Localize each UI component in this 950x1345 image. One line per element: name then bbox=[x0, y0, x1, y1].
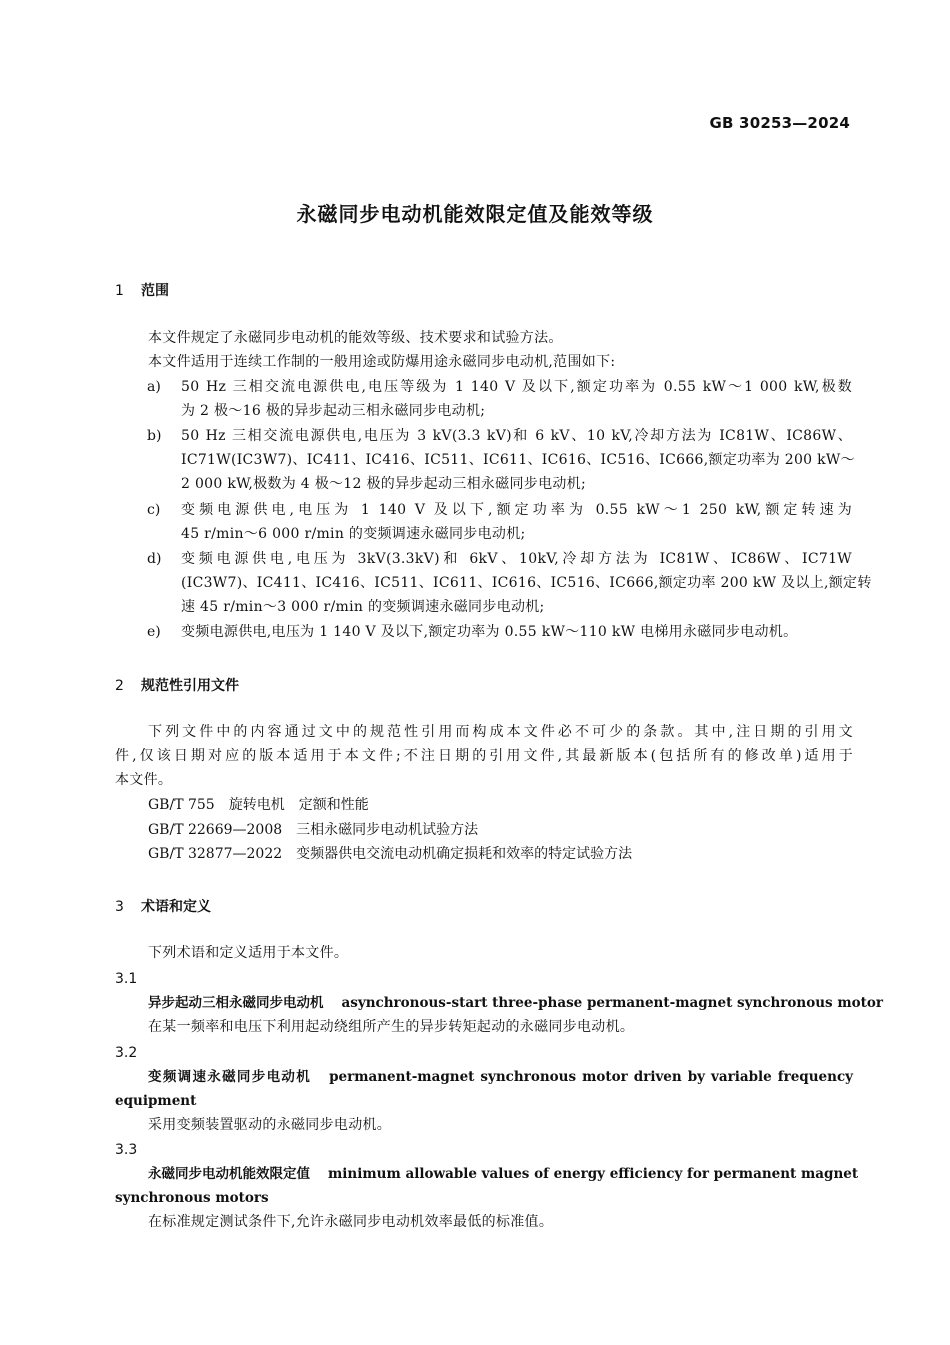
section-number: 3 bbox=[115, 899, 124, 915]
document-title: 永磁同步电动机能效限定值及能效等级 bbox=[296, 202, 654, 226]
section-title: 规范性引用文件 bbox=[141, 678, 239, 694]
section-1-heading bbox=[115, 280, 169, 300]
section-number: 1 bbox=[115, 283, 124, 299]
term-english-continued: synchronous motors bbox=[115, 1190, 269, 1206]
section-title: 范围 bbox=[141, 283, 169, 299]
list-marker: a) bbox=[147, 379, 161, 395]
term-chinese: 异步起动三相永磁同步电动机 bbox=[148, 995, 324, 1011]
term-english: permanent-magnet synchronous motor driven by variable frequency bbox=[329, 1069, 854, 1085]
reference-item bbox=[148, 820, 478, 840]
list-item-line: 45 r/min～6 000 r/min 的变频调速永磁同步电动机; bbox=[181, 526, 526, 542]
list-item-line: 变频电源供电,电压为 1 140 V 及以下,额定功率为 0.55 kW～1 250 kW,额定转速为 bbox=[181, 502, 852, 518]
section-title: 术语和定义 bbox=[141, 899, 211, 915]
list-item-line: 50 Hz 三相交流电源供电,电压为 3 kV(3.3 kV)和 6 kV、10 kV,冷却方法为 IC81W、IC86W、 bbox=[181, 428, 852, 444]
clause-number: 3.1 bbox=[115, 971, 138, 987]
list-item-line: 速 45 r/min～3 000 r/min 的变频调速永磁同步电动机; bbox=[181, 599, 545, 615]
list-marker: b) bbox=[147, 428, 162, 444]
paragraph: 本文件规定了永磁同步电动机的能效等级、技术要求和试验方法。 bbox=[148, 330, 563, 346]
paragraph-line: 下列文件中的内容通过文中的规范性引用而构成本文件必不可少的条款。其中,注日期的引用文 bbox=[148, 724, 853, 740]
reference-item bbox=[148, 795, 369, 815]
section-number: 2 bbox=[115, 678, 124, 694]
list-item-line: 为 2 极～16 极的异步起动三相永磁同步电动机; bbox=[181, 403, 486, 419]
reference-title: 三相永磁同步电动机试验方法 bbox=[296, 822, 479, 838]
list-item-line: 变频电源供电,电压为 3kV(3.3kV)和 6kV、10kV,冷却方法为 IC81W、IC86W、IC71W bbox=[181, 551, 852, 567]
paragraph-line: 本文件。 bbox=[115, 772, 173, 788]
reference-item bbox=[148, 844, 632, 864]
term-definition: 在某一频率和电压下利用起动绕组所产生的异步转矩起动的永磁同步电动机。 bbox=[148, 1019, 635, 1035]
reference-code: GB/T 755 bbox=[148, 797, 215, 813]
term-entry-continued bbox=[115, 1091, 820, 1111]
clause-number: 3.2 bbox=[115, 1045, 138, 1061]
list-item-line: (IC3W7)、IC411、IC416、IC511、IC611、IC616、IC516、IC666,额定功率 200 kW 及以上,额定转 bbox=[181, 575, 872, 591]
reference-title: 变频器供电交流电动机确定损耗和效率的特定试验方法 bbox=[296, 846, 633, 862]
section-2-heading bbox=[115, 675, 239, 695]
list-marker: d) bbox=[147, 551, 162, 567]
list-marker: e) bbox=[147, 624, 161, 640]
term-chinese: 变频调速永磁同步电动机 bbox=[148, 1069, 312, 1085]
list-item-line: 2 000 kW,极数为 4 极～12 极的异步起动三相永磁同步电动机; bbox=[181, 476, 586, 492]
section-3-heading bbox=[115, 896, 211, 916]
term-english: minimum allowable values of energy efficiency for permanent magnet bbox=[328, 1166, 859, 1182]
list-item-line: 变频电源供电,电压为 1 140 V 及以下,额定功率为 0.55 kW～110 kW 电梯用永磁同步电动机。 bbox=[181, 624, 798, 640]
term-entry bbox=[148, 1164, 859, 1184]
reference-code: GB/T 32877—2022 bbox=[148, 846, 283, 862]
standard-number: GB 30253—2024 bbox=[709, 114, 850, 132]
paragraph: 下列术语和定义适用于本文件。 bbox=[148, 945, 349, 961]
term-definition: 采用变频装置驱动的永磁同步电动机。 bbox=[148, 1117, 392, 1133]
term-entry bbox=[148, 1067, 853, 1087]
list-item-line: 50 Hz 三相交流电源供电,电压等级为 1 140 V 及以下,额定功率为 0.55 kW～1 000 kW,极数 bbox=[181, 379, 852, 395]
clause-number: 3.3 bbox=[115, 1142, 138, 1158]
term-entry bbox=[148, 993, 883, 1013]
term-definition: 在标准规定测试条件下,允许永磁同步电动机效率最低的标准值。 bbox=[148, 1214, 554, 1230]
term-entry-continued bbox=[115, 1188, 820, 1208]
reference-code: GB/T 22669—2008 bbox=[148, 822, 283, 838]
term-english: asynchronous-start three-phase permanent-magnet synchronous motor bbox=[341, 995, 883, 1011]
list-item-line: IC71W(IC3W7)、IC411、IC416、IC511、IC611、IC616、IC516、IC666,额定功率为 200 kW～ bbox=[181, 452, 855, 468]
paragraph: 本文件适用于连续工作制的一般用途或防爆用途永磁同步电动机,范围如下: bbox=[148, 354, 616, 370]
term-chinese: 永磁同步电动机能效限定值 bbox=[148, 1166, 310, 1182]
list-marker: c) bbox=[147, 502, 161, 518]
term-english-continued: equipment bbox=[115, 1093, 197, 1109]
reference-title: 旋转电机 定额和性能 bbox=[228, 797, 369, 813]
paragraph-line: 件,仅该日期对应的版本适用于本文件;不注日期的引用文件,其最新版本(包括所有的修改单)适用于 bbox=[115, 748, 853, 764]
